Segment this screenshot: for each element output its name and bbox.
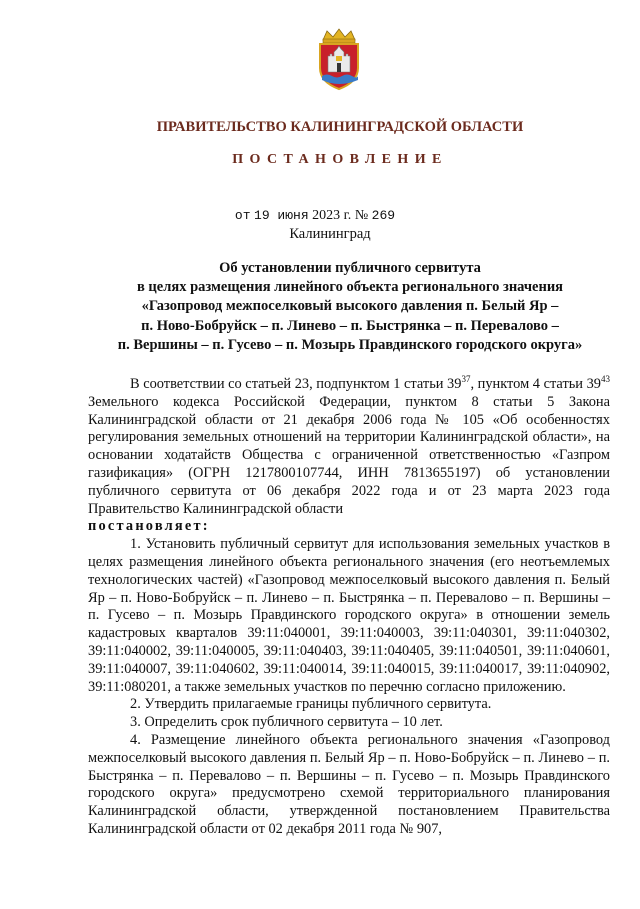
number-sign: № [354,208,369,223]
intro-paragraph [88,376,610,518]
intro-text-a: В соответствии со статьей 23, подпунктом 1 статьи 39 [130,376,462,392]
superscript-37: 37 [461,374,471,385]
resolves-word: постановляет: [88,518,210,535]
title-line: «Газопровод межпоселковый высокого давления п. Белый Яр – [141,298,559,315]
clause-1: 1. Установить публичный сервитут для использования земельных участков в целях размещения линейного объекта регионального значения (его неотъемлемых технологических частей) «Газопровод межпоселковый высокого давления п. Белый Яр – п. Ново-Бобруйск – п. Линево – п. Быстрянка – п. Перевалово – п. Вершины – п. Гусево – п. Мозырь Правдинского городского округа» в отношении земель кадастровых кварталов 39:11:040001, 39:11:040003, 39:11:040301, 39:11:040302, 39:11:040002, 39:11:040005, 39:11:040403, 39:11:040405, 39:11:040501, 39:11:040601, 39:11:040007, 39:11:040602, 39:11:040014, 39:11:040015, 39:11:040017, 39:11:040902, 39:11:080201, а также земельных участков по перечню согласно приложению. [88,536,610,695]
document-title [80,259,620,355]
intro-text-c: Земельного кодекса Российской Федерации, пунктом 8 статьи 5 Закона Калининградской области от 21 декабря 2006 года № 105 «Об особенностях регулирования земельных отношений на территории Калининградской области», на основании ходатайств Общества с ограниченной ответственностью «Газпром газификация» (ОГРН 1217800107744, ИНН 7813655197) об установлении публичного сервитута от 06 декабря 2022 года и от 23 марта 2023 года Правительство Калининградской области [88,393,610,517]
date-day-month: 19 июня [254,208,309,223]
date-prefix: от [234,208,251,223]
intro-text-b: , пунктом 4 статьи 39 [470,376,601,392]
resolves-paragraph [88,518,610,536]
clause-2: 2. Утвердить прилагаемые границы публичного сервитута. [130,696,492,713]
coat-of-arms-icon [314,28,364,91]
title-line: п. Вершины – п. Гусево – п. Мозырь Правдинского городского округа» [117,336,583,353]
clause-3: 3. Определить срок публичного сервитута – 10 лет. [130,714,443,731]
document-number: 269 [371,208,396,223]
superscript-43: 43 [601,374,610,385]
organization-name: ПРАВИТЕЛЬСТВО КАЛИНИНГРАДСКОЙ ОБЛАСТИ [156,119,524,135]
document-type: ПОСТАНОВЛЕНИЕ [232,152,448,167]
date-number-line [0,208,630,224]
clause-4: 4. Размещение линейного объекта регионального значения «Газопровод межпоселковый высокого давления п. Белый Яр – п. Ново-Бобруйск – п. Линево – п. Быстрянка – п. Перевалово – п. Вершины – п. Гусево – п. Мозырь Правдинского городского округа» предусмотрено схемой территориального планирования Калининградской области, утвержденной постановлением Правительства Калининградской области от 02 декабря 2011 года № 907, [88,731,610,837]
title-line: в целях размещения линейного объекта регионального значения [136,279,564,296]
city: Калининград [289,226,371,242]
document-body [88,376,610,839]
title-line: Об установлении публичного сервитута [219,260,481,276]
date-year: 2023 г. [312,208,352,223]
title-line: п. Ново-Бобруйск – п. Линево – п. Быстрянка – п. Перевалово – [141,317,559,334]
